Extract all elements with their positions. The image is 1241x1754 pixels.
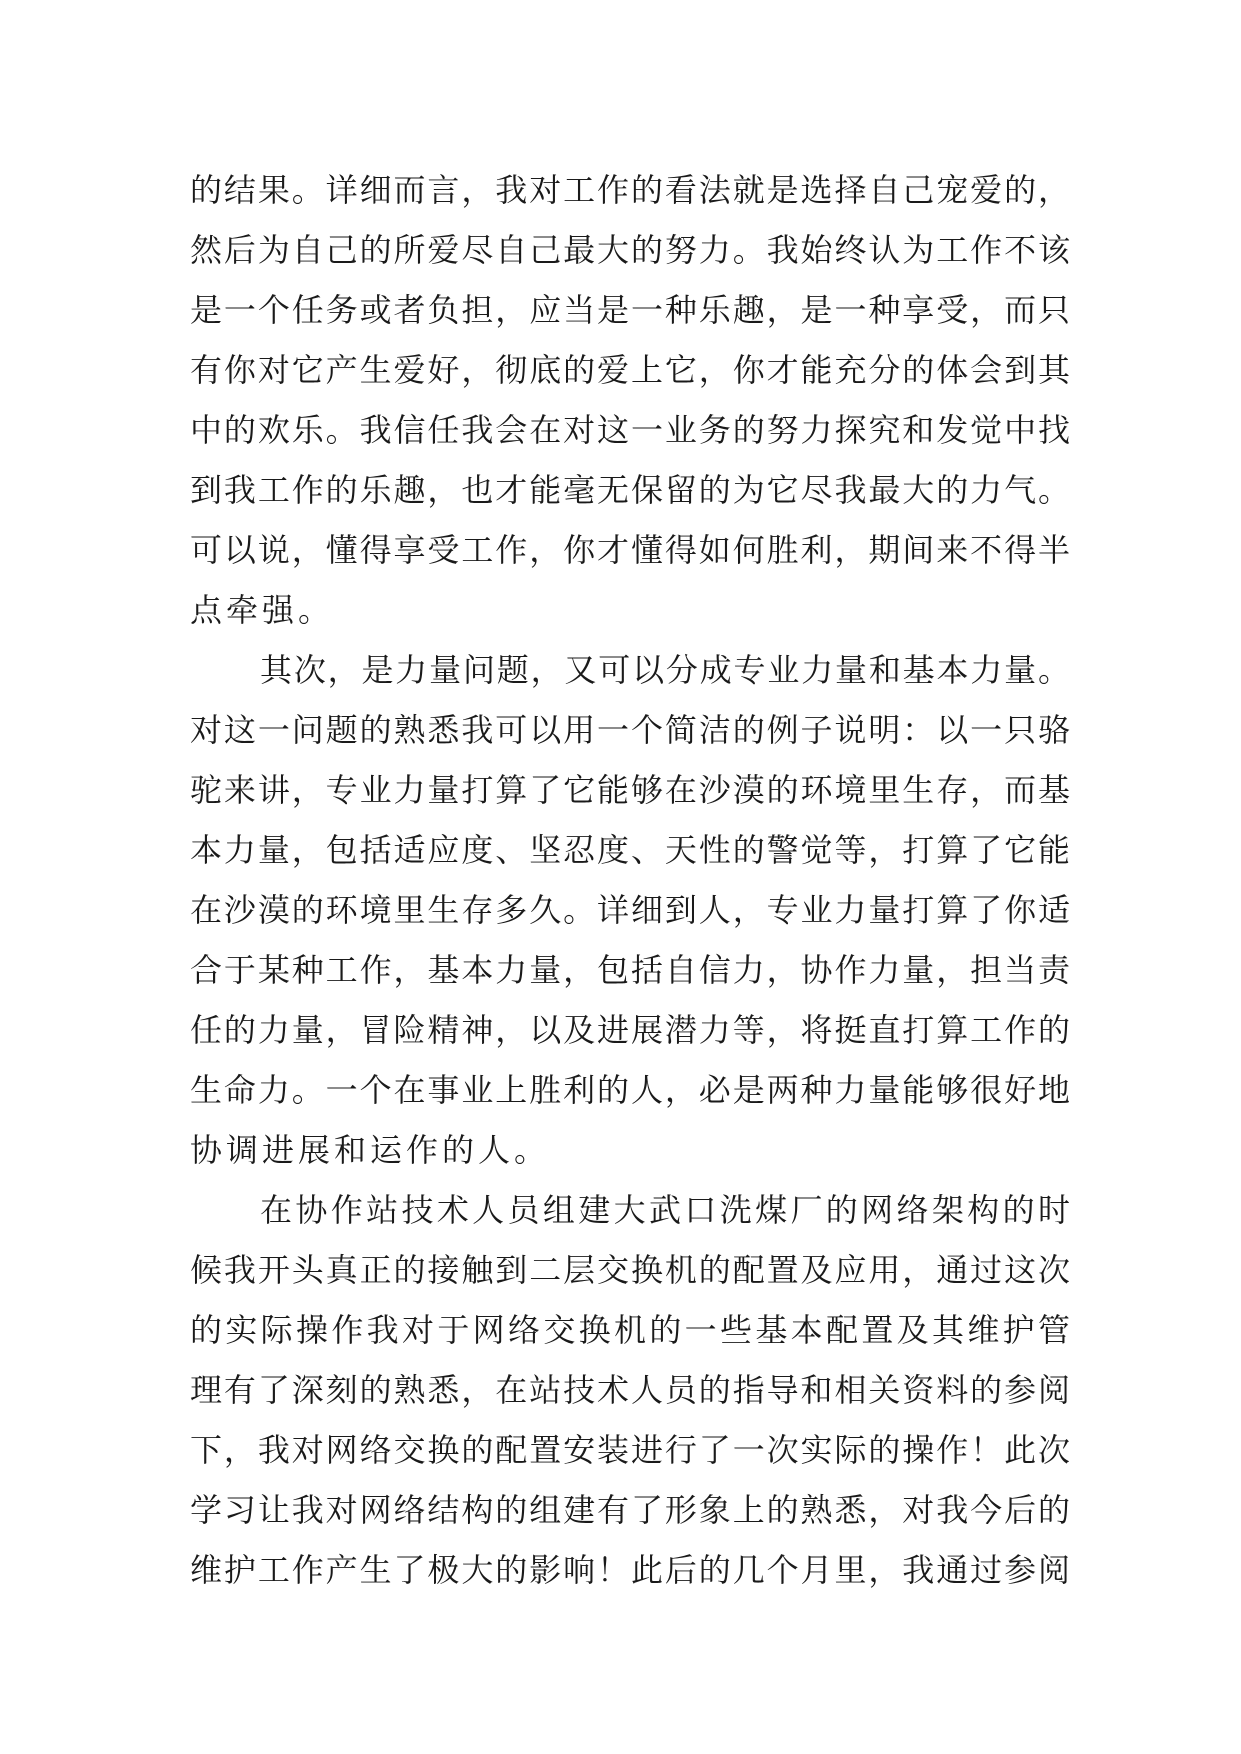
paragraph-first-line: 其次，是力量问题，又可以分成专业力量和基本力量。 [260, 651, 1070, 689]
text-line: 理有了深刻的熟悉，在站技术人员的指导和相关资料的参阅 [190, 1371, 1070, 1409]
paragraph-first-line: 在协作站技术人员组建大武口洗煤厂的网络架构的时 [260, 1191, 1070, 1229]
text-line: 中的欢乐。我信任我会在对这一业务的努力探究和发觉中找 [190, 411, 1070, 449]
text-line: 到我工作的乐趣，也才能毫无保留的为它尽我最大的力气。 [190, 471, 1070, 509]
text-line: 候我开头真正的接触到二层交换机的配置及应用，通过这次 [190, 1251, 1070, 1289]
text-line: 的结果。详细而言，我对工作的看法就是选择自己宠爱的， [190, 171, 1070, 209]
text-line: 对这一问题的熟悉我可以用一个简洁的例子说明：以一只骆 [190, 711, 1070, 749]
text-line: 然后为自己的所爱尽自己最大的努力。我始终认为工作不该 [190, 231, 1070, 269]
text-line: 在沙漠的环境里生存多久。详细到人，专业力量打算了你适 [190, 891, 1070, 929]
text-line: 学习让我对网络结构的组建有了形象上的熟悉，对我今后的 [190, 1491, 1070, 1529]
text-line: 点牵强。 [190, 591, 335, 629]
text-line: 合于某种工作，基本力量，包括自信力，协作力量，担当责 [190, 951, 1070, 989]
text-line: 有你对它产生爱好，彻底的爱上它，你才能充分的体会到其 [190, 351, 1070, 389]
text-line: 协调进展和运作的人。 [190, 1131, 551, 1169]
text-line: 任的力量，冒险精神，以及进展潜力等，将挺直打算工作的 [190, 1011, 1070, 1049]
text-line: 可以说，懂得享受工作，你才懂得如何胜利，期间来不得半 [190, 531, 1070, 569]
text-line: 维护工作产生了极大的影响！此后的几个月里，我通过参阅 [190, 1551, 1070, 1589]
text-line: 下，我对网络交换的配置安装进行了一次实际的操作！此次 [190, 1431, 1070, 1469]
text-line: 本力量，包括适应度、坚忍度、天性的警觉等，打算了它能 [190, 831, 1070, 869]
text-line: 生命力。一个在事业上胜利的人，必是两种力量能够很好地 [190, 1071, 1070, 1109]
body-text [190, 160, 1070, 1600]
text-line: 驼来讲，专业力量打算了它能够在沙漠的环境里生存，而基 [190, 771, 1070, 809]
text-line: 的实际操作我对于网络交换机的一些基本配置及其维护管 [190, 1311, 1070, 1349]
text-line: 是一个任务或者负担，应当是一种乐趣，是一种享受，而只 [190, 291, 1070, 329]
